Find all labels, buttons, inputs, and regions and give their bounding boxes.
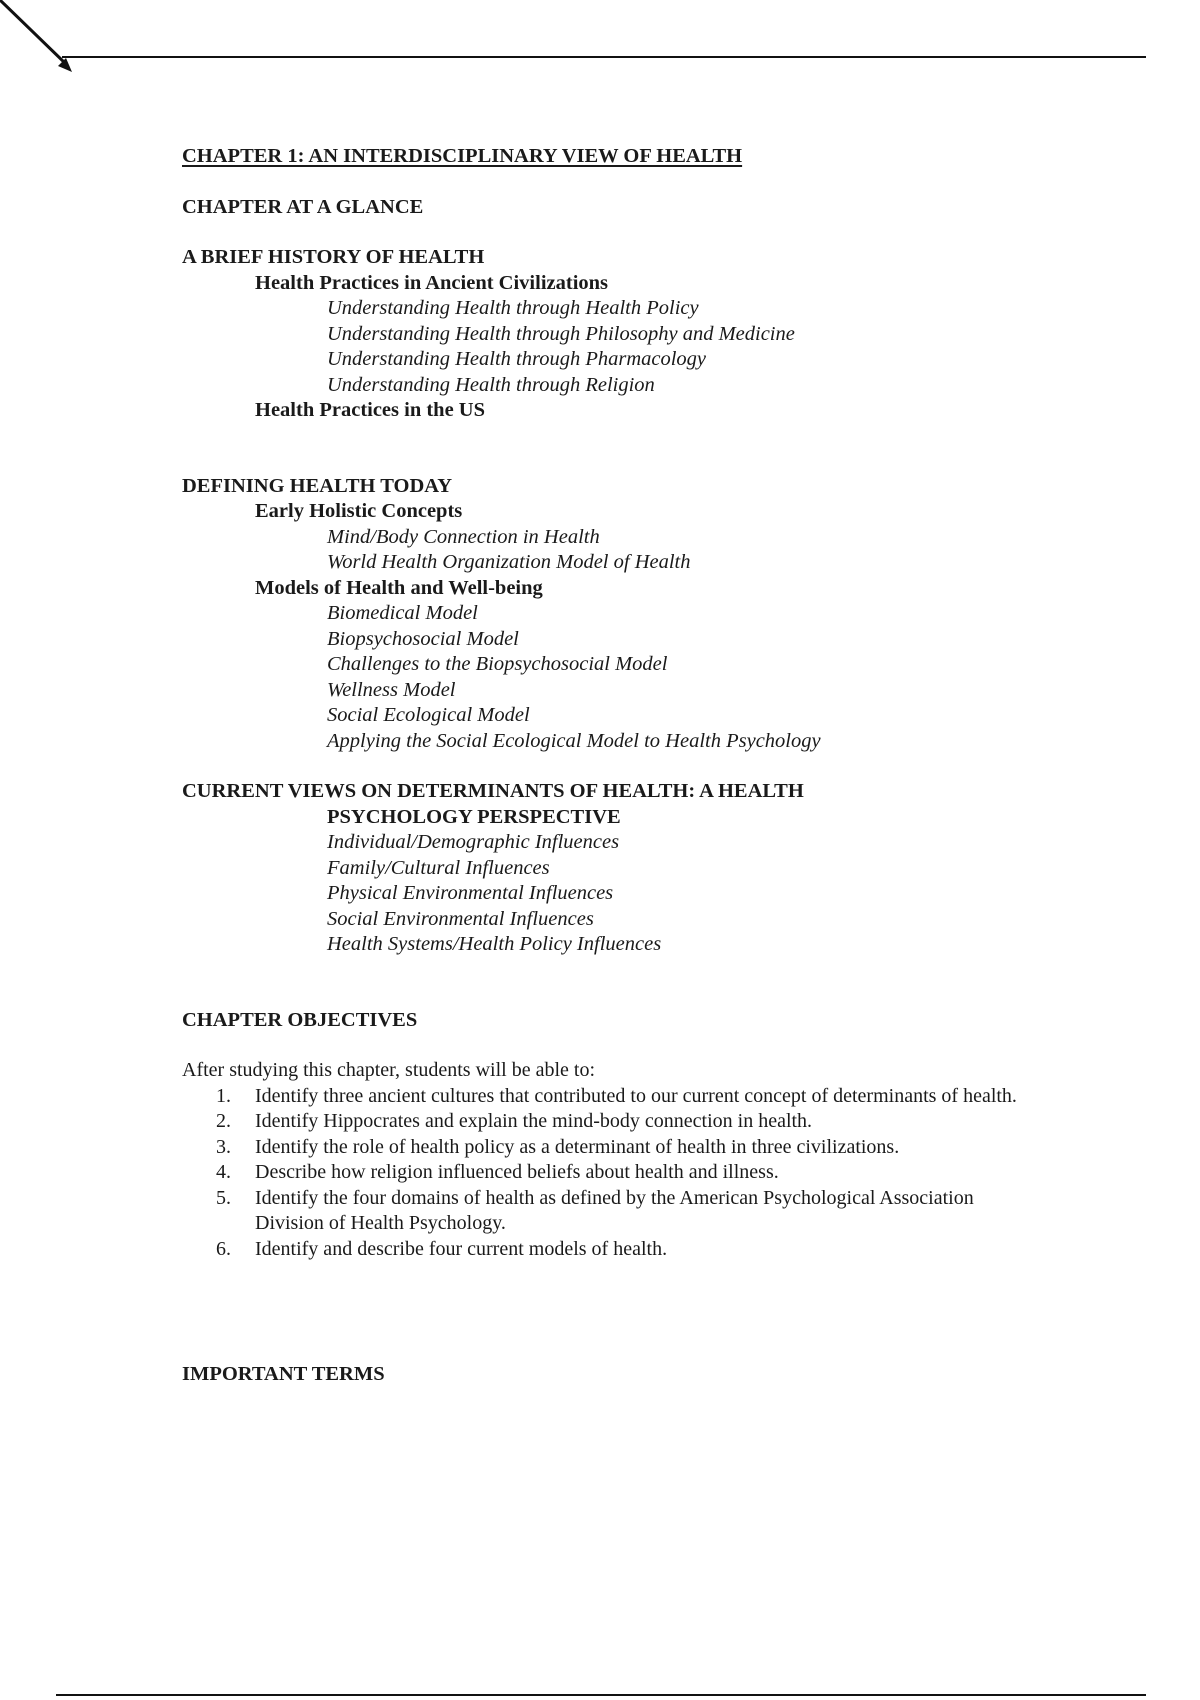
glance-heading: CHAPTER AT A GLANCE xyxy=(182,195,424,218)
objective-text: Identify the role of health policy as a determinant of health in three civilizations. xyxy=(255,1135,900,1158)
section-heading-continued: PSYCHOLOGY PERSPECTIVE xyxy=(327,805,621,828)
section-heading: A BRIEF HISTORY OF HEALTH xyxy=(182,246,485,268)
outline-item: Understanding Health through Health Policy xyxy=(327,297,699,319)
objective-number: 5. xyxy=(216,1186,231,1209)
objective-text: Identify three ancient cultures that contributed to our current concept of determinants of health. xyxy=(255,1084,1017,1107)
subsection-title: Models of Health and Well-being xyxy=(255,576,543,599)
outline-item: Family/Cultural Influences xyxy=(327,856,550,879)
subsection-title: Health Practices in the US xyxy=(255,399,486,421)
objective-text: Identify Hippocrates and explain the mind-body connection in health. xyxy=(255,1110,813,1132)
document-body xyxy=(182,144,1082,1388)
objective-item xyxy=(182,1109,1082,1135)
objective-number: 1. xyxy=(216,1084,231,1107)
outline-item: Understanding Health through Philosophy and Medicine xyxy=(327,322,795,345)
outline-item: Biopsychosocial Model xyxy=(327,627,519,650)
objective-item xyxy=(182,1160,1082,1186)
objective-number: 4. xyxy=(216,1161,231,1183)
subsection-title: Early Holistic Concepts xyxy=(255,500,463,522)
outline-item: Health Systems/Health Policy Influences xyxy=(327,933,662,955)
terms-heading: IMPORTANT TERMS xyxy=(182,1363,385,1385)
objective-item xyxy=(182,1084,1082,1110)
objective-item xyxy=(182,1135,1082,1161)
section-heading: DEFINING HEALTH TODAY xyxy=(182,474,453,497)
objectives-heading: CHAPTER OBJECTIVES xyxy=(182,1008,418,1031)
objective-number: 3. xyxy=(216,1135,231,1158)
outline-item: World Health Organization Model of Health xyxy=(327,551,691,573)
outline-item: Understanding Health through Pharmacology xyxy=(327,348,707,370)
objective-text: Describe how religion influenced beliefs about health and illness. xyxy=(255,1161,779,1183)
outline-item: Individual/Demographic Influences xyxy=(327,831,620,853)
subsection-title: Health Practices in Ancient Civilizations xyxy=(255,271,609,294)
chapter-title: CHAPTER 1: AN INTERDISCIPLINARY VIEW OF HEALTH xyxy=(182,145,743,167)
objectives-list xyxy=(182,1084,1082,1263)
section-heading: CURRENT VIEWS ON DETERMINANTS OF HEALTH: A HEALTH xyxy=(182,780,804,802)
outline-item: Social Ecological Model xyxy=(327,704,530,726)
outline-item: Understanding Health through Religion xyxy=(327,373,655,396)
objectives-intro: After studying this chapter, students will be able to: xyxy=(182,1059,596,1081)
top-rule xyxy=(62,56,1146,58)
objective-number: 6. xyxy=(216,1237,231,1260)
outline-item: Challenges to the Biopsychosocial Model xyxy=(327,653,668,675)
objective-item xyxy=(182,1237,1082,1263)
objective-text: Identify and describe four current models of health. xyxy=(255,1237,668,1260)
objective-item xyxy=(182,1186,1082,1237)
outline-item: Mind/Body Connection in Health xyxy=(327,525,600,548)
outline-item: Physical Environmental Influences xyxy=(327,882,614,904)
outline-item: Applying the Social Ecological Model to Health Psychology xyxy=(327,729,821,752)
bottom-rule xyxy=(56,1694,1146,1696)
outline-item: Social Environmental Influences xyxy=(327,907,594,930)
outline-item: Wellness Model xyxy=(327,678,456,701)
objective-number: 2. xyxy=(216,1110,231,1132)
objective-text: Identify the four domains of health as defined by the American Psychological Association Division of Health Psychology. xyxy=(255,1186,974,1234)
outline-item: Biomedical Model xyxy=(327,602,478,624)
corner-arrow-icon xyxy=(0,0,90,90)
